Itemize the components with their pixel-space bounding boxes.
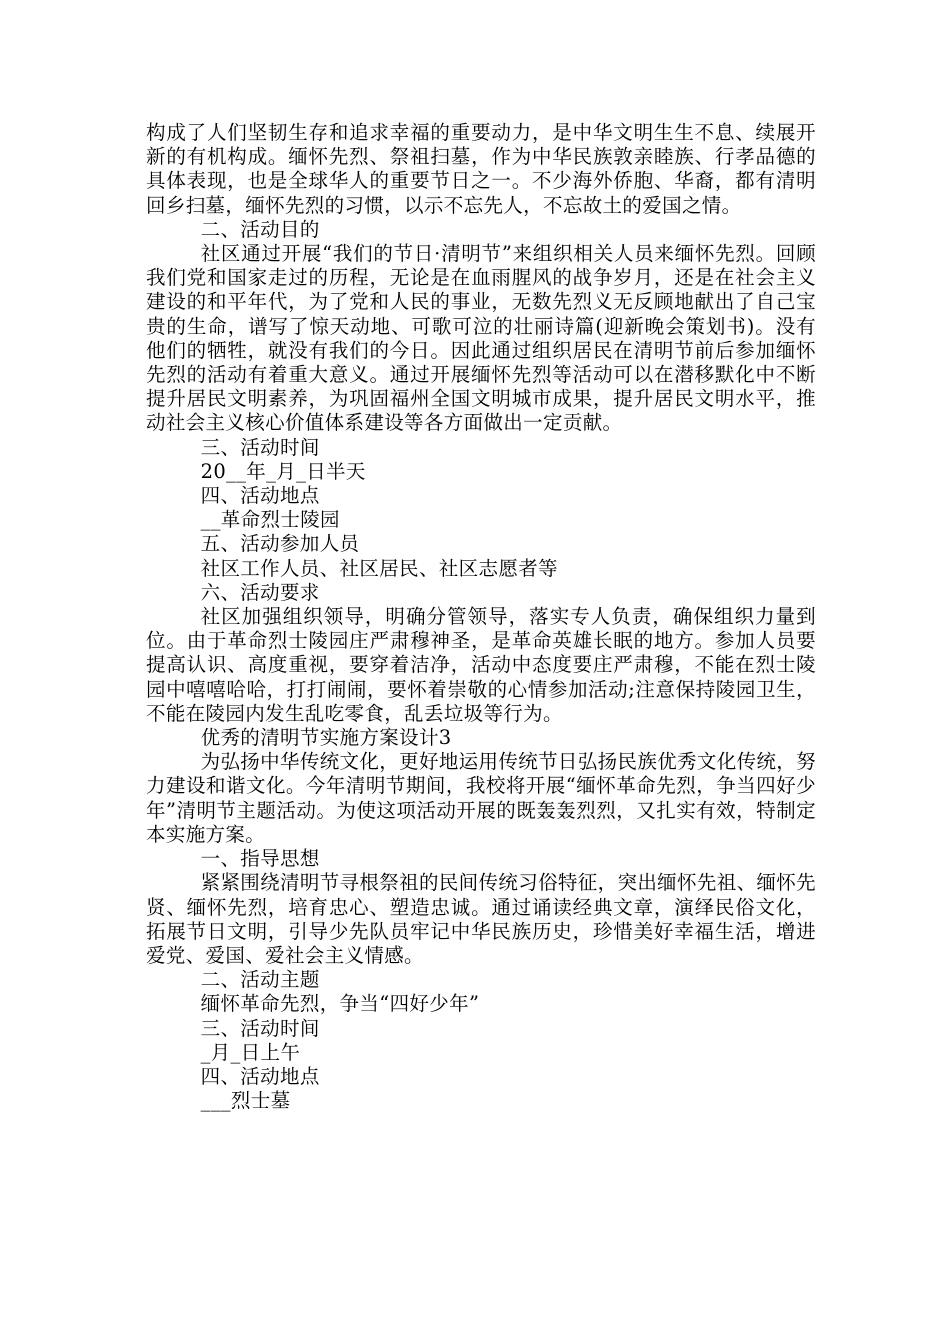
- intro-paragraph: 构成了人们坚韧生存和追求幸福的重要动力，是中华文明生生不息、续展开新的有机构成。缅怀先烈、祭祖扫墓，作为中华民族敦亲睦族、行孝品德的具体表现，也是全球华人的重要节日之一。不少海外侨胞、华裔，都有清明回乡扫墓，缅怀先烈的习惯，以示不忘先人，不忘故土的爱国之情。: [146, 121, 816, 217]
- guiding-paragraph: 紧紧围绕清明节寻根祭祖的民间传统习俗特征，突出缅怀先祖、缅怀先贤、缅怀先烈，培育忠心、塑造忠诚。通过诵读经典文章，演绎民俗文化，拓展节日文明，引导少先队员牢记中华民族历史，珍惜美好幸福生活，增进爱党、爱国、爱社会主义情感。: [146, 871, 816, 967]
- section-heading-theme: 二、活动主题: [200, 968, 320, 992]
- section-heading-guiding: 一、指导思想: [200, 847, 320, 871]
- purpose-paragraph: 社区通过开展“我们的节日·清明节”来组织相关人员来缅怀先烈。回顾我们党和国家走过的历程，无论是在血雨腥风的战争岁月，还是在社会主义建设的和平年代，为了党和人民的事业，无数先烈义无反顾地献出了自己宝贵的生命，谱写了惊天动地、可歌可泣的壮丽诗篇(迎新晚会策划书)。没有他们的牺牲，就没有我们的今日。因此通过组织居民在清明节前后参加缅怀先烈的活动有着重大意义。通过开展缅怀先烈等活动可以在潜移默化中不断提升居民文明素养，为巩固福州全国文明城市成果，提升居民文明水平，推动社会主义核心价值体系建设等各方面做出一定贡献。: [146, 242, 816, 435]
- activity-location-value: __革命烈士陵园: [200, 508, 340, 532]
- section-heading-purpose: 二、活动目的: [200, 217, 320, 241]
- theme-value: 缅怀革命先烈，争当“四好少年”: [200, 992, 480, 1016]
- section-heading-participants: 五、活动参加人员: [200, 532, 360, 556]
- section-heading-requirements: 六、活动要求: [200, 580, 320, 604]
- section-heading-location: 四、活动地点: [200, 484, 320, 508]
- section-heading-location-2: 四、活动地点: [200, 1064, 320, 1088]
- section-heading-time: 三、活动时间: [200, 435, 320, 459]
- participants-value: 社区工作人员、社区居民、社区志愿者等: [200, 556, 558, 580]
- activity-location-value-2: ___烈士墓: [200, 1089, 291, 1113]
- activity-time-value: 20__年_月_日半天: [200, 459, 366, 483]
- plan-intro-paragraph: 为弘扬中华传统文化，更好地运用传统节日弘扬民族优秀文化传统，努力建设和谐文化。今年清明节期间，我校将开展“缅怀革命先烈，争当四好少年”清明节主题活动。为使这项活动开展的既轰轰烈烈，又扎实有效，特制定本实施方案。: [146, 750, 816, 846]
- plan-title: 优秀的清明节实施方案设计3: [200, 726, 452, 750]
- document-page: [146, 121, 816, 1113]
- section-heading-time-2: 三、活动时间: [200, 1016, 320, 1040]
- activity-time-value-2: _月_日上午: [200, 1040, 301, 1064]
- requirements-paragraph: 社区加强组织领导，明确分管领导，落实专人负责，确保组织力量到位。由于革命烈士陵园庄严肃穆神圣，是革命英雄长眠的地方。参加人员要提高认识、高度重视，要穿着洁净，活动中态度要庄严肃穆，不能在烈士陵园中嘻嘻哈哈，打打闹闹，要怀着崇敬的心情参加活动;注意保持陵园卫生，不能在陵园内发生乱吃零食，乱丢垃圾等行为。: [146, 605, 816, 725]
